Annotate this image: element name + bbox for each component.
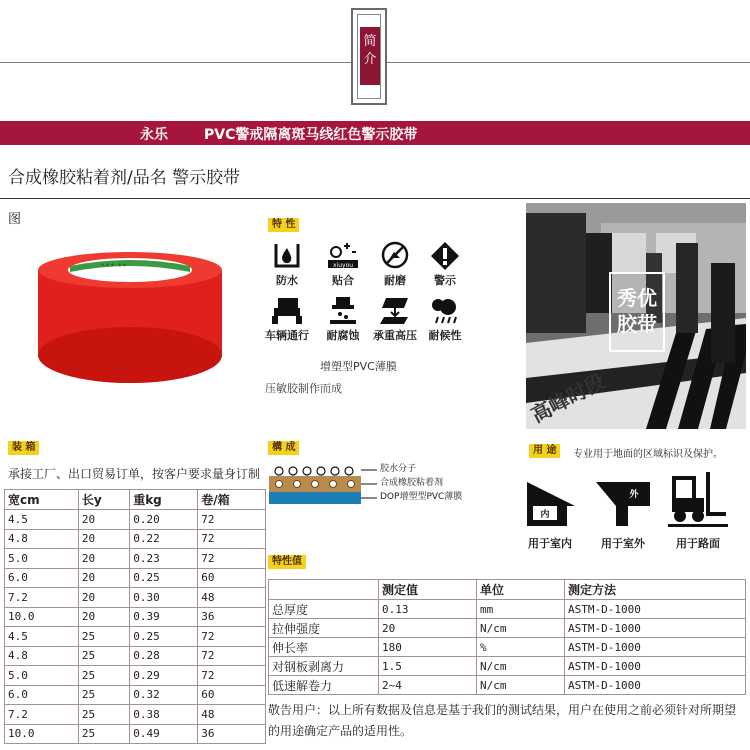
table-row [5,685,266,705]
product-line: 合成橡胶粘着剂/品名 警示胶带 [8,168,241,188]
table-row [269,657,746,676]
section-title-tag [360,27,380,85]
table-cell: 对钢板剥离力 [269,657,379,676]
packing-table [4,489,266,744]
table-cell: 1.5 [379,657,477,676]
table-row [269,600,746,619]
feature-weather [418,295,472,343]
table-cell: 36 [198,607,266,627]
table-cell: 72 [198,627,266,647]
section-divider [0,198,750,199]
svg-text:✦✦✦ ✦✦: ✦✦✦ ✦✦ [100,262,128,269]
table-cell: 25 [78,627,129,647]
table-cell: 0.29 [130,666,198,686]
warning-icon [428,240,462,270]
product-title: PVC警戒隔离斑马线红色警示胶带 [204,127,418,143]
abrasion-icon [378,240,412,270]
table-cell: 4.8 [5,646,79,666]
table-cell: 20 [78,607,129,627]
figure-label: 图 [8,212,22,227]
header-line-left [0,62,351,63]
table-cell: 7.2 [5,588,79,608]
tape-roll-image [30,250,230,390]
specs-header: 测定值 [379,580,477,600]
table-cell: 25 [78,685,129,705]
feature-label: 防水 [276,274,298,287]
indoor-icon [521,478,579,528]
table-cell: 0.25 [130,627,198,647]
table-row [269,676,746,695]
table-cell: 72 [198,666,266,686]
table-cell: 0.28 [130,646,198,666]
table-cell: 0.30 [130,588,198,608]
table-cell: 20 [379,619,477,638]
table-cell: ASTM-D-1000 [565,619,746,638]
specs-label: 特性值 [268,555,306,569]
layer-label: 合成橡胶粘着剂 [380,478,444,488]
table-row [5,529,266,549]
table-cell: ASTM-D-1000 [565,657,746,676]
photo-floor-text: 高峰时段 [527,368,609,428]
table-cell: 48 [198,588,266,608]
packing-text: 承接工厂、出口贸易订单，按客户要求量身订制 [8,467,261,481]
table-cell: 7.2 [5,705,79,725]
feature-corrosion [316,295,370,343]
packing-header: 重kg [130,490,198,510]
usage-text: 专业用于地面的区域标识及保护。 [573,449,723,460]
feature-pressure [368,295,422,343]
specs-table [268,579,746,695]
forklift-icon [668,470,728,528]
feature-label: 耐腐蚀 [326,329,360,342]
table-cell: N/cm [477,657,565,676]
header-line-right [387,62,750,63]
table-cell: 20 [78,549,129,569]
table-cell: 5.0 [5,666,79,686]
table-cell: 20 [78,529,129,549]
specs-header: 测定方法 [565,580,746,600]
water-drop-icon [270,240,304,270]
section-emblem [351,8,387,105]
table-cell: 25 [78,724,129,744]
table-cell: % [477,638,565,657]
table-cell: 36 [198,724,266,744]
table-cell: 60 [198,568,266,588]
usage-item-label: 用于路面 [676,537,720,550]
table-cell: 伸长率 [269,638,379,657]
section-title-char-2: 介 [363,52,377,67]
indoor-tag: 内 [540,510,550,520]
table-row [5,549,266,569]
table-cell: 10.0 [5,724,79,744]
feature-adhere [316,240,370,288]
specs-header-row [269,580,746,600]
usage-label: 用 途 [529,444,560,458]
table-cell: 72 [198,510,266,530]
usage-road [668,470,728,551]
table-cell: 5.0 [5,549,79,569]
table-cell: 0.49 [130,724,198,744]
features-label: 特 性 [268,218,299,232]
table-row [5,588,266,608]
specs-header [269,580,379,600]
table-cell: ASTM-D-1000 [565,638,746,657]
table-cell: 180 [379,638,477,657]
table-row [5,607,266,627]
table-row [269,619,746,638]
usage-item-label: 用于室内 [528,537,572,550]
feature-note-film: 增塑型PVC薄膜 [320,360,397,373]
table-cell: 低速解卷力 [269,676,379,695]
table-cell: 4.5 [5,510,79,530]
feature-label: 承重高压 [373,329,417,342]
table-row [5,510,266,530]
photo-watermark-line2: 胶带 [617,312,657,336]
usage-item-label: 用于室外 [601,537,645,550]
table-cell: 0.25 [130,568,198,588]
packing-header-row [5,490,266,510]
table-cell: 0.38 [130,705,198,725]
photo-watermark-line1: 秀优 [617,286,657,310]
table-cell: 4.8 [5,529,79,549]
table-cell: 72 [198,646,266,666]
packing-label: 装 箱 [8,441,39,455]
table-cell: mm [477,600,565,619]
outdoor-icon [594,478,652,528]
feature-waterproof [260,240,314,288]
table-cell: 0.22 [130,529,198,549]
pressure-icon [378,295,412,325]
table-cell: 拉伸强度 [269,619,379,638]
table-row [5,724,266,744]
table-cell: 4.5 [5,627,79,647]
table-cell: N/cm [477,676,565,695]
table-row [269,638,746,657]
table-row [5,666,266,686]
table-cell: 72 [198,529,266,549]
table-cell: 6.0 [5,685,79,705]
subway-platform-photo [526,203,746,429]
feature-vehicle [260,295,314,343]
table-cell: 60 [198,685,266,705]
weather-icon [428,295,462,325]
table-cell: 20 [78,588,129,608]
title-banner [0,121,750,145]
feature-abrasion [368,240,422,288]
feature-label: 警示 [434,274,456,287]
specs-header: 单位 [477,580,565,600]
table-cell: 0.32 [130,685,198,705]
section-title-char-1: 简 [363,34,377,49]
vehicle-icon [270,295,304,325]
table-cell: 72 [198,549,266,569]
table-cell: 48 [198,705,266,725]
table-cell: 0.13 [379,600,477,619]
table-row [5,627,266,647]
feature-label: 耐磨 [384,274,406,287]
feature-warning [418,240,472,288]
outdoor-tag: 外 [629,490,639,500]
packing-header: 宽cm [5,490,79,510]
usage-outdoor [593,478,653,551]
feature-label: 耐候性 [428,329,462,342]
feature-label: 贴合 [332,274,354,287]
table-cell: N/cm [477,619,565,638]
packing-header: 卷/箱 [198,490,266,510]
table-row [5,705,266,725]
corrosion-icon [326,295,360,325]
structure-layer-labels [380,462,462,504]
layer-label: 胶水分子 [380,464,417,474]
table-row [5,646,266,666]
table-cell: 0.23 [130,549,198,569]
table-cell: ASTM-D-1000 [565,676,746,695]
table-cell: 20 [78,510,129,530]
feature-label: 车辆通行 [265,329,309,342]
table-cell: 6.0 [5,568,79,588]
table-row [5,568,266,588]
packing-header: 长y [78,490,129,510]
usage-indoor [520,478,580,551]
table-cell: 0.20 [130,510,198,530]
table-cell: 25 [78,705,129,725]
table-cell: 总厚度 [269,600,379,619]
layer-label: DOP增塑型PVC薄膜 [380,492,463,502]
table-cell: 10.0 [5,607,79,627]
table-cell: ASTM-D-1000 [565,600,746,619]
adhere-icon [326,240,360,270]
table-cell: 0.39 [130,607,198,627]
table-cell: 2~4 [379,676,477,695]
table-cell: 25 [78,666,129,686]
table-cell: 25 [78,646,129,666]
user-notice: 敬告用户：以上所有数据及信息是基于我们的测试结果，用户在使用之前必须针对所期望的用途确定产品的适用性。 [268,703,737,738]
table-cell: 20 [78,568,129,588]
structure-label: 構 成 [268,441,299,455]
brand-name: 永乐 [140,127,168,143]
feature-note-adhesive: 压敏胶制作而成 [265,382,342,395]
svg-text:xiuyou: xiuyou [333,262,354,269]
